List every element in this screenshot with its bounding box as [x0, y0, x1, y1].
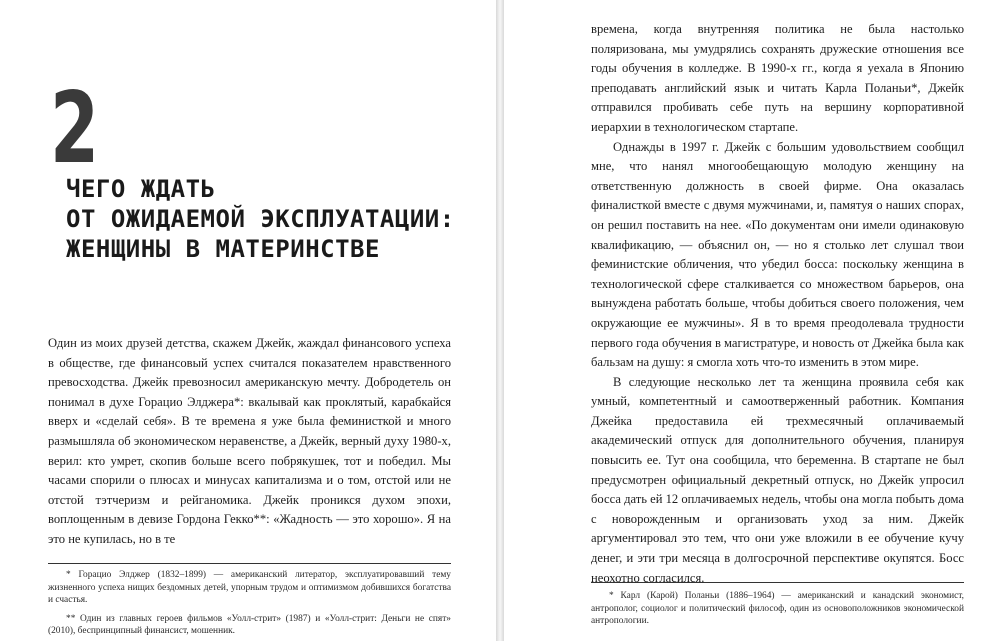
chapter-title-line: ЧЕГО ЖДАТЬ	[66, 175, 216, 203]
right-page	[504, 0, 1000, 641]
chapter-title	[66, 174, 455, 264]
paragraph: Один из моих друзей детства, скажем Джейк, жаждал финансового успеха в обществе, где финансовый успех считался показателем нравственного превосходства. Джейк превозносил американскую мечту. Добродетель он понимал в духе Горацио Элджера*: вкалывай как проклятый, карабкайся вверх и «сделай себя». В те времена я уже была феминисткой и много размышляла об экономическом неравенстве, а Джейк, верный духу 1980-х, верил: кто умрет, скопив больше всего побрякушек, тот и победил. Мы часами спорили о плюсах и минусах капитализма и о том, отстой или не отстой тэтчеризм и рейганомика. Джейк проникся духом эпохи, воплощенным в девизе Гордона Гекко**: «Жадность — это хорошо». Я на это не купилась, но в те	[48, 336, 451, 546]
paragraph: Однажды в 1997 г. Джейк с большим удовольствием сообщил мне, что нанял многообещающую молодую женщину на ответственную должность в своей фирме. Она оказалась финалисткой вместе с двумя мужчинами, и, памятуя о наших спорах, он решил поставить на нее. «По документам они имели одинаковую квалификацию, — объяснил он, — но я столько лет слушал твои феминистские обличения, что убедил босса: поскольку женщина в технологической сфере сталкивается со множеством барьеров, она вынуждена работать больше, чтобы добиться своего положения, чем окружающие ее мужчины». Я в то время преодолевала трудности первого года обучения в магистратуре, и новость от Джейка была как бальзам на душу: я смогла хоть что-то изменить в этом мире.	[591, 139, 964, 370]
left-page	[0, 0, 496, 641]
book-gutter	[496, 0, 504, 641]
footnote: * Горацио Элджер (1832–1899) — американский литератор, эксплуатировавший тему жизненного успеха нищих бездомных детей, упорным трудом и оптимизмом добившихся богатства и счастья.	[48, 570, 451, 606]
paragraph: времена, когда внутренняя политика не была настолько поляризована, мы умудрялись сохранять дружеские отношения все годы обучения в колледже. В 1990-х гг., когда я уехала в Японию преподавать английский язык и читать Карла Поланьи*, Джейк отправился пробивать себе путь на вершину корпоративной иерархии в технологическом стартапе.	[591, 22, 964, 134]
chapter-number: 2	[50, 72, 100, 186]
paragraph: В следующие несколько лет та женщина проявила себя как умный, компетентный и самоотверженный работник. Компания Джейка предоставила ей трехмесячный оплачиваемый академический отпуск для дополнительного обучения, планируя повысить ее. Тут она сообщила, что беременна. В стартапе не был предусмотрен официальный декретный отпуск, но Джейк упросил босса дать ей 12 оплачиваемых недель, чтобы она могла побыть дома с новорожденным и организовать уход за ним. Джейк аргументировал это тем, что они уже вложили в ее обучение кучу денег, и эти три месяца в долгосрочной перспективе окупятся. Босс неохотно согласился.	[591, 374, 964, 585]
footnote-divider	[591, 582, 964, 583]
footnote: * Карл (Карой) Поланьи (1886–1964) — американский и канадский экономист, антрополог, социолог и политический философ, один из основоположников экономической антропологии.	[591, 591, 964, 627]
chapter-title-line: ОТ ОЖИДАЕМОЙ ЭКСПЛУАТАЦИИ:	[66, 205, 455, 233]
footnote-divider	[48, 563, 451, 564]
footnotes	[48, 569, 451, 641]
footnotes	[591, 590, 964, 634]
chapter-title-line: ЖЕНЩИНЫ В МАТЕРИНСТВЕ	[66, 235, 380, 263]
footnote: ** Один из главных героев фильмов «Уолл-стрит» (1987) и «Уолл-стрит: Деньги не спят» (2010), беспринципный финансист, мошенник.	[48, 613, 451, 637]
body-text	[48, 334, 451, 550]
body-text	[591, 20, 964, 588]
